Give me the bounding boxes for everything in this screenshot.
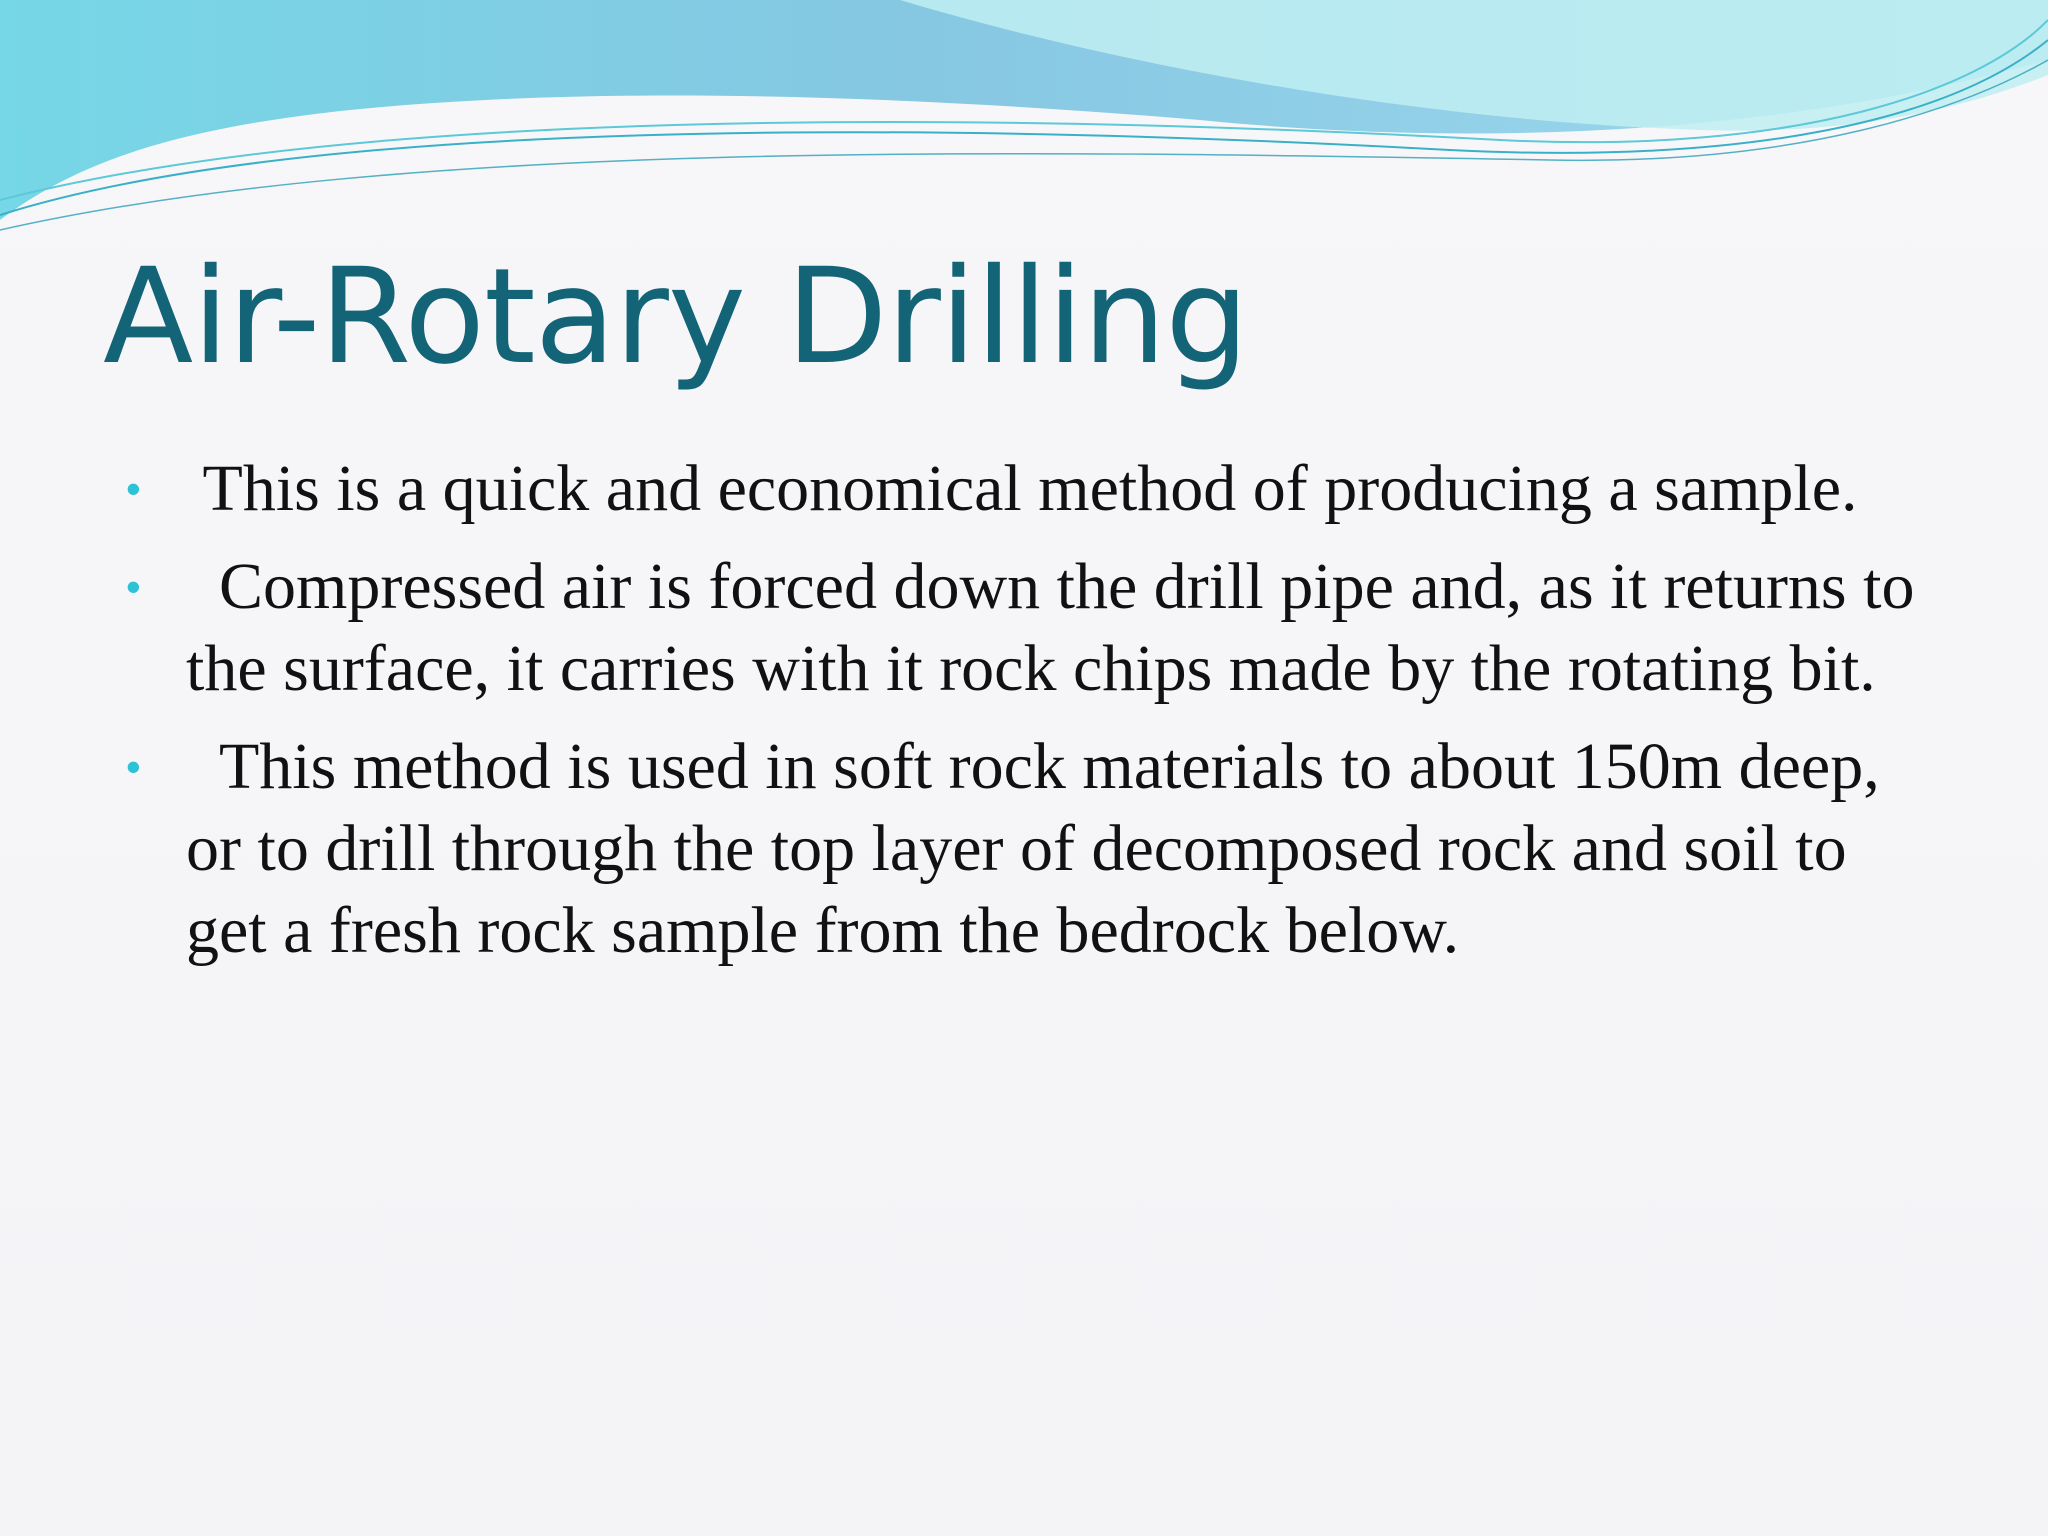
bullet-item [118,726,1918,972]
bullet-dot-icon: • [126,743,141,790]
bullet-dot-icon: • [126,465,141,512]
bullet-list [118,448,1931,988]
slide-title: Air-Rotary Drilling [103,240,1249,394]
bullet-item [118,546,1931,710]
bullet-item [118,448,1918,530]
bullet-text: This method is used in soft rock materials to about 150m deep, or to drill through the top layer of decomposed rock and soil to get a fresh rock sample from the bedrock below. [186,730,1897,967]
bullet-dot-icon: • [126,563,141,610]
bullet-text: This is a quick and economical method of producing a sample. [186,452,1858,525]
header-wave-decoration [0,0,2048,240]
bullet-text: Compressed air is forced down the drill pipe and, as it returns to the surface, it carries with it rock chips made by the rotating bit. [186,550,1931,705]
